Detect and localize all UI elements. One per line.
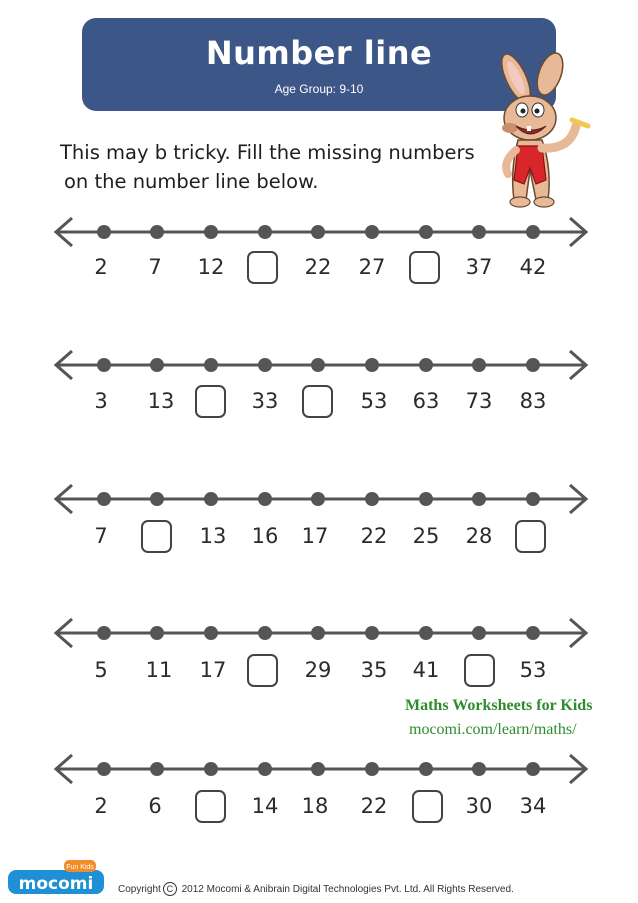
tick-label: 25 bbox=[412, 524, 440, 548]
page-title: Number line bbox=[205, 34, 433, 72]
copyright-text: 2012 Mocomi & Anibrain Digital Technologies Pvt. Ltd. All Rights Reserved. bbox=[181, 884, 514, 895]
promo-block bbox=[405, 697, 635, 739]
number-line-4 bbox=[0, 600, 638, 680]
answer-box[interactable] bbox=[412, 790, 443, 823]
tick-label: 13 bbox=[147, 389, 175, 413]
tick-label: 3 bbox=[94, 389, 108, 413]
answer-box[interactable] bbox=[409, 251, 440, 284]
tick-label: 22 bbox=[360, 794, 388, 818]
logo-text: mocomi bbox=[18, 874, 94, 894]
tick-label: 2 bbox=[94, 794, 108, 818]
tick-label: 12 bbox=[197, 255, 225, 279]
tick-label: 53 bbox=[360, 389, 388, 413]
number-line-3 bbox=[0, 466, 638, 546]
tick-label: 22 bbox=[304, 255, 332, 279]
copyright-symbol: C bbox=[163, 882, 177, 896]
instructions bbox=[60, 138, 520, 196]
tick-label: 73 bbox=[465, 389, 493, 413]
tick-label: 27 bbox=[358, 255, 386, 279]
answer-box[interactable] bbox=[302, 385, 333, 418]
tick-label: 34 bbox=[519, 794, 547, 818]
answer-box[interactable] bbox=[195, 385, 226, 418]
tick-label: 14 bbox=[251, 794, 279, 818]
tick-label: 35 bbox=[360, 658, 388, 682]
tick-label: 7 bbox=[94, 524, 108, 548]
answer-box[interactable] bbox=[464, 654, 495, 687]
logo-badge: Fun Kids bbox=[66, 864, 94, 871]
answer-box[interactable] bbox=[247, 654, 278, 687]
tick-label: 41 bbox=[412, 658, 440, 682]
tick-label: 5 bbox=[94, 658, 108, 682]
tick-label: 22 bbox=[360, 524, 388, 548]
rabbit-mascot-illustration bbox=[488, 50, 598, 210]
answer-box[interactable] bbox=[515, 520, 546, 553]
answer-box[interactable] bbox=[247, 251, 278, 284]
tick-label: 13 bbox=[199, 524, 227, 548]
tick-label: 63 bbox=[412, 389, 440, 413]
tick-label: 30 bbox=[465, 794, 493, 818]
tick-label: 83 bbox=[519, 389, 547, 413]
tick-label: 29 bbox=[304, 658, 332, 682]
tick-label: 11 bbox=[145, 658, 173, 682]
instruction-line-2: on the number line below. bbox=[64, 170, 319, 193]
title-banner bbox=[82, 18, 556, 111]
tick-label: 16 bbox=[251, 524, 279, 548]
number-line-2 bbox=[0, 332, 638, 412]
promo-link[interactable]: mocomi.com/learn/maths/ bbox=[409, 721, 577, 738]
tick-label: 17 bbox=[301, 524, 329, 548]
copyright-prefix: Copyright bbox=[118, 884, 161, 895]
tick-label: 6 bbox=[148, 794, 162, 818]
tick-label: 53 bbox=[519, 658, 547, 682]
tick-label: 7 bbox=[148, 255, 162, 279]
tick-label: 18 bbox=[301, 794, 329, 818]
promo-title: Maths Worksheets for Kids bbox=[405, 697, 593, 714]
tick-label: 37 bbox=[465, 255, 493, 279]
answer-box[interactable] bbox=[141, 520, 172, 553]
age-group-label: Age Group: 9-10 bbox=[274, 82, 364, 96]
number-line-1 bbox=[0, 199, 638, 279]
copyright-notice bbox=[118, 882, 514, 896]
answer-box[interactable] bbox=[195, 790, 226, 823]
instruction-line-1: This may b tricky. Fill the missing numbers bbox=[60, 141, 475, 164]
mocomi-logo[interactable] bbox=[6, 858, 106, 896]
tick-label: 33 bbox=[251, 389, 279, 413]
tick-label: 2 bbox=[94, 255, 108, 279]
tick-label: 17 bbox=[199, 658, 227, 682]
number-line-5 bbox=[0, 736, 638, 816]
tick-label: 28 bbox=[465, 524, 493, 548]
tick-label: 42 bbox=[519, 255, 547, 279]
